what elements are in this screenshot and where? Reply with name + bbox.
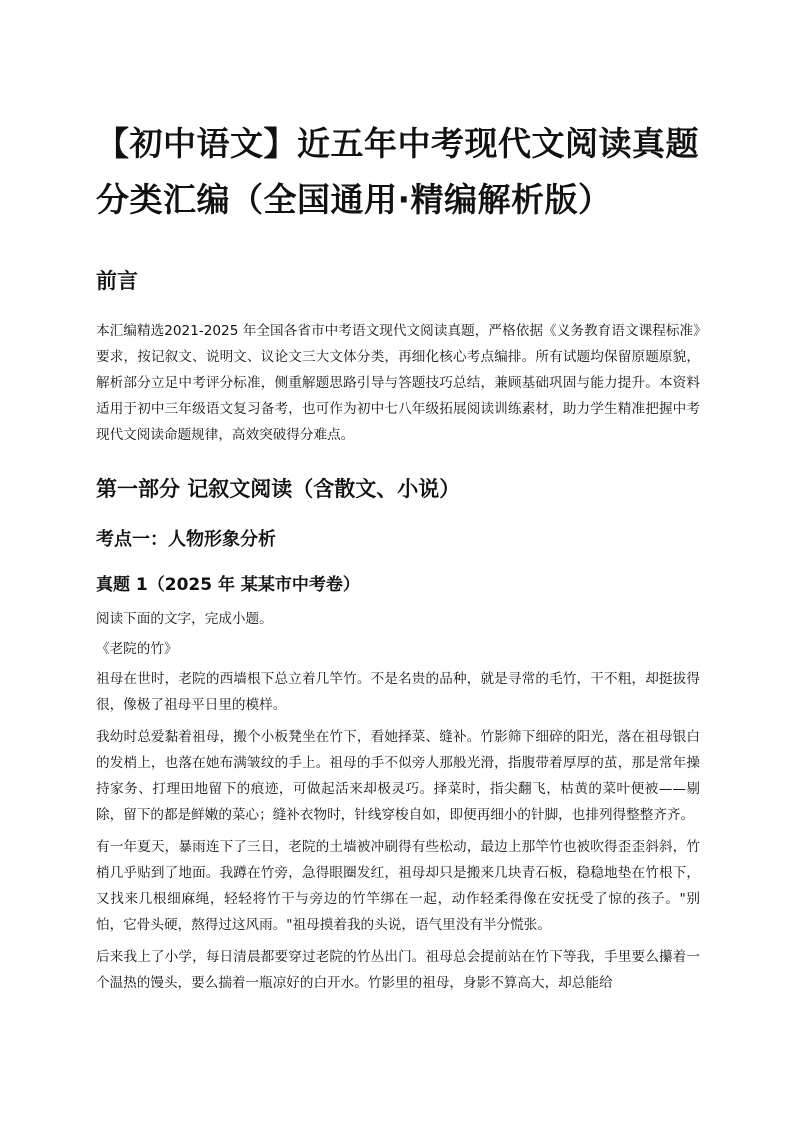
preface-text: 本汇编精选2021-2025 年全国各省市中考语文现代文阅读真题，严格依据《义务教育语文课程标准》要求，按记叙文、说明文、议论文三大文体分类，再细化核心考点编排。所有试题均保留原题原貌，解析部分立足中考评分标准，侧重解题思路引导与答题技巧总结，兼顾基础巩固与能力提升。本资料适用于初中三年级语文复习备考，也可作为初中七八年级拓展阅读训练素材，助力学生精准把握中考现代文阅读命题规律，高效突破得分难点。 bbox=[96, 323, 700, 443]
question1-instruction: 阅读下面的文字，完成小题。 bbox=[96, 611, 273, 627]
article-paragraph-3: 有一年夏天，暴雨连下了三日，老院的土墙被冲刷得有些松动，最边上那竿竹也被吹得歪歪斜斜，竹梢几乎贴到了地面。我蹲在竹旁，急得眼圈发红，祖母却只是搬来几块青石板，稳稳地垫在竹根下，又找来几根细麻绳，轻轻将竹干与旁边的竹竿绑在一起，动作轻柔得像在安抚受了惊的孩子。"别怕，它骨头硬，熬得过这风雨。"祖母摸着我的头说，语气里没有半分慌张。 bbox=[96, 839, 700, 933]
preface-heading: 前言 bbox=[96, 269, 138, 293]
question1-heading: 真题 1（2025 年 某某市中考卷） bbox=[96, 575, 360, 595]
part1-heading: 第一部分 记叙文阅读（含散文、小说） bbox=[96, 477, 461, 501]
point1-heading: 考点一：人物形象分析 bbox=[96, 529, 276, 550]
article-paragraph-1: 祖母在世时，老院的西墙根下总立着几竿竹。不是名贵的品种，就是寻常的毛竹，干不粗，却挺拔得很，像极了祖母平日里的模样。 bbox=[96, 671, 700, 713]
document-title: 【初中语文】近五年中考现代文阅读真题分类汇编（全国通用·精编解析版） bbox=[96, 124, 699, 219]
article-paragraph-4: 后来我上了小学，每日清晨都要穿过老院的竹丛出门。祖母总会提前站在竹下等我，手里要么攥着一个温热的馒头，要么揣着一瓶凉好的白开水。竹影里的祖母，身影不算高大，却总能给 bbox=[96, 949, 700, 991]
article-paragraph-2: 我幼时总爱黏着祖母，搬个小板凳坐在竹下，看她择菜、缝补。竹影筛下细碎的阳光，落在祖母银白的发梢上，也落在她布满皱纹的手上。祖母的手不似旁人那般光滑，指腹带着厚厚的茧，那是常年操持家务、打理田地留下的痕迹，可做起活来却极灵巧。择菜时，指尖翻飞，枯黄的菜叶便被——剔除，留下的都是鲜嫩的菜心；缝补衣物时，针线穿梭自如，即便再细小的针脚，也排列得整整齐齐。 bbox=[96, 729, 700, 823]
article-title: 《老院的竹》 bbox=[96, 641, 178, 657]
